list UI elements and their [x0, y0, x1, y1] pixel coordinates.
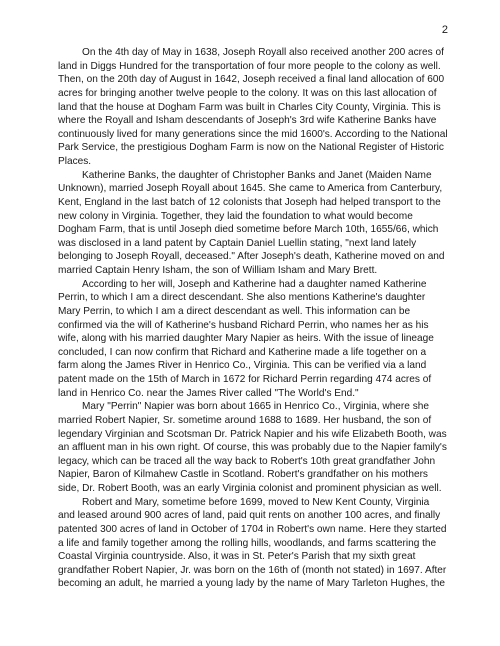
document-body [58, 46, 448, 591]
paragraph-mary-perrin-napier: Mary "Perrin" Napier was born about 1665 in Henrico Co., Virginia, where she married Robert Napier, Sr. sometime around 1688 to 1689. Her husband, the son of legendary Virginian and Scotsman Dr. Patrick Napier and his wife Elizabeth Booth, was an affluent man in his own right. Of course, this was probably due to the Napier family's legacy, which can be traced all the way back to Robert's 10th great grandfather John Napier, Baron of Kilmahew Castle in Scotland. Robert's grandfather on his mothers side, Dr. Robert Booth, was an early Virginia colonist and prominent physician as well. [58, 401, 447, 494]
page-number: 2 [441, 24, 448, 36]
paragraph-katherine-banks: Katherine Banks, the daughter of Christopher Banks and Janet (Maiden Name Unknown), married Joseph Royall about 1645. She came to America from Canterbury, Kent, England in the last batch of 12 colonists that Joseph had helped transport to the new colony in Virginia. Together, they laid the foundation to what would become Dogham Farm, that is until Joseph died sometime before March 10th, 1655/66, which was disclosed in a land patent by Captain Daniel Luellin stating, "next land lately belonging to Joseph Royall, deceased." After Joseph's death, Katherine moved on and married Captain Henry Isham, the son of William Isham and Mary Brett. [58, 169, 445, 276]
paragraph-robert-and-mary: Robert and Mary, sometime before 1699, moved to New Kent County, Virginia and leased around 900 acres of land, paid quit rents on another 100 acres, and finally patented 300 acres of land in October of 1704 in Robert's own name. Here they started a life and family together among the rolling hills, woodlands, and farms scattering the Coastal Virginia countryside. Also, it was in St. Peter's Parish that my sixth great grandfather Robert Napier, Jr. was born on the 16th of (month not stated) in 1697. After becoming an adult, he married a young lady by the name of Mary Tarleton Hughes, the [58, 496, 447, 590]
paragraph-dogham-farm: On the 4th day of May in 1638, Joseph Royall also received another 200 acres of land in Diggs Hundred for the transportation of four more people to the colony as well. Then, on the 20th day of August in 1642, Joseph received a final land allocation of 600 acres for bringing another twelve people to the colony. It was on this last allocation of land that the house at Dogham Farm was built in Charles City County, Virginia. This is where the Royall and Isham descendants of Joseph's 3rd wife Katherine Banks have continuously lived for many generations since the mid 1600's. According to the National Park Service, the prestigious Dogham Farm is now on the National Register of Historic Places. [58, 47, 448, 167]
paragraph-katherine-perrin: According to her will, Joseph and Katherine had a daughter named Katherine Perrin, to which I am a direct descendant. She also mentions Katherine's daughter Mary Perrin, to which I am a direct descendant as well. This information can be confirmed via the will of Katherine's husband Richard Perrin, who names her as his wife, along with his married daughter Mary Napier as heirs. With the issue of lineage concluded, I can now confirm that Richard and Katherine made a life together on a farm along the James River in Henrico Co., Virginia. This can be verified via a land patent made on the 15th of March in 1672 for Richard Perrin regarding 474 acres of land in Henrico Co. near the James River called "The World's End." [58, 278, 434, 399]
